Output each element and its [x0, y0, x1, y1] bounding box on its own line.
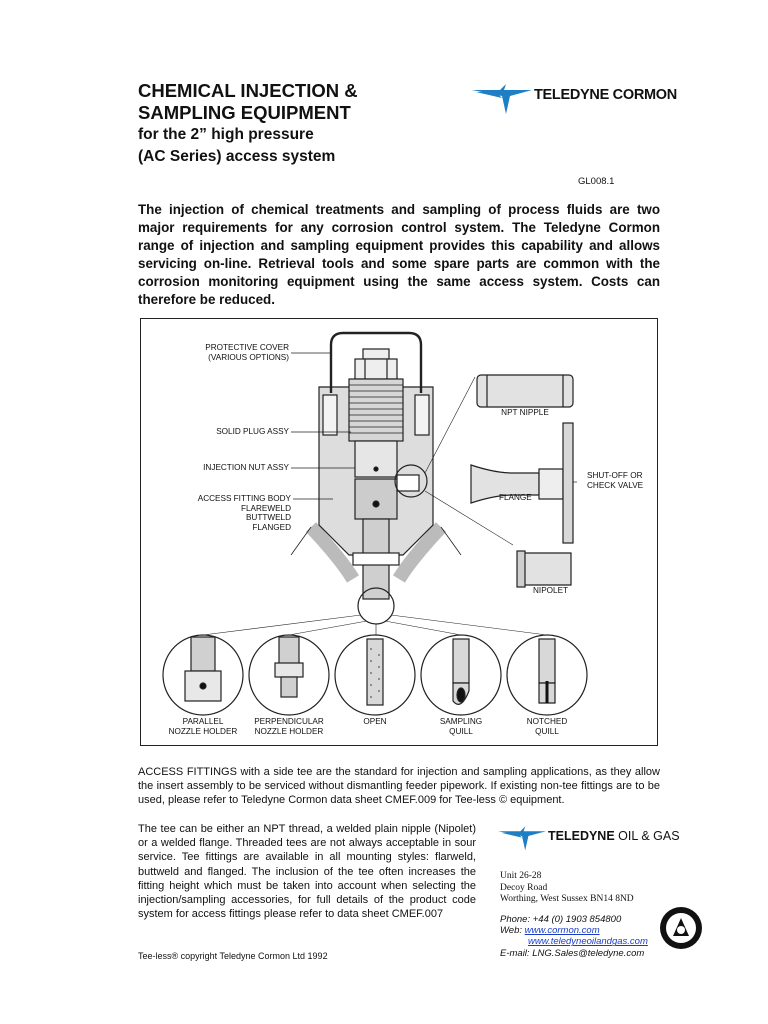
document-title [138, 80, 468, 124]
label-notched-quill: NOTCHED QUILL [526, 717, 568, 736]
label-injection-nut: INJECTION NUT ASSY [203, 463, 289, 472]
web-link-teledyne[interactable]: www.teledyneoilandgas.com [528, 936, 648, 948]
label-protective-cover: PROTECTIVE COVER (VARIOUS OPTIONS) [205, 343, 289, 362]
label-solid-plug: SOLID PLUG ASSY [216, 427, 289, 436]
footer-brand: TELEDYNE OIL & GAS [548, 829, 680, 843]
bsi-kitemark-icon [659, 906, 703, 950]
brand-name: TELEDYNE CORMON [534, 87, 677, 103]
document-code: GL008.1 [578, 176, 615, 187]
teledyne-oil-gas-logo [498, 826, 680, 856]
label-parallel-nozzle: PARALLEL NOZZLE HOLDER [168, 717, 238, 736]
email-line: E-mail: LNG.Sales@teledyne.com [500, 947, 645, 959]
web-link-cormon[interactable]: www.cormon.com [524, 925, 600, 937]
web-line: Web: www.cormon.com [500, 925, 600, 937]
subtitle-line-1: for the 2” high pressure [138, 126, 314, 143]
address-line-3: Worthing, West Sussex BN14 8ND [500, 894, 634, 904]
label-flange: FLANGE [499, 493, 532, 502]
label-sampling-quill: SAMPLING QUILL [439, 717, 483, 736]
address-block [500, 871, 690, 906]
address-line-1: Unit 26-28 [500, 871, 542, 881]
teledyne-cormon-logo [472, 84, 677, 118]
label-nipolet: NIPOLET [533, 586, 569, 595]
label-open: OPEN [363, 717, 387, 726]
tee-paragraph: The tee can be either an NPT thread, a welded plain nipple (Nipolet) or a welded flange. Threaded tees are not always acceptable in sour service. Tee fittings are available in all mounting styles: flarweld, buttweld and flanged. The inclusion of the tee often increases the fitting height which must be taken into account when selecting the injection/sampling accessories, for full details of the product code system for access fittings please refer to data sheet CMEF.007 [138, 823, 476, 921]
title-line-2: SAMPLING EQUIPMENT [138, 102, 351, 123]
phone-line: Phone: +44 (0) 1903 854800 [500, 914, 622, 925]
label-shutoff-valve: SHUT-OFF OR CHECK VALVE [587, 471, 644, 490]
subtitle-line-2: (AC Series) access system [138, 148, 336, 165]
intro-paragraph: The injection of chemical treatments and sampling of process fluids are two major requirements for any corrosion control system. The Teledyne Cormon range of injection and sampling equipment provides this capability and allows servicing on-line. Retrieval tools and some spare parts are common with the corrosion monitoring equipment using the same access system. Costs can therefore be reduced. [138, 202, 660, 307]
title-line-1: CHEMICAL INJECTION & [138, 80, 358, 101]
equipment-diagram [140, 318, 658, 746]
teledyne-wing-icon [472, 84, 532, 118]
document-subtitle [138, 124, 468, 168]
copyright-notice: Tee-less® copyright Teledyne Cormon Ltd 1992 [138, 951, 328, 961]
label-access-body: ACCESS FITTING BODY FLAREWELD BUTTWELD FLANGED [197, 494, 291, 532]
label-npt-nipple: NPT NIPPLE [501, 408, 549, 417]
label-perpendicular-nozzle: PERPENDICULAR NOZZLE HOLDER [254, 717, 324, 736]
teledyne-wing-icon [498, 826, 546, 854]
diagram-drawing [141, 319, 659, 747]
access-fittings-paragraph: ACCESS FITTINGS with a side tee are the standard for injection and sampling applications, as they allow the insert assembly to be serviced without dismantling feeder pipework. If existing non-tee fittings are to be used, please refer to Teledyne Cormon data sheet CMEF.009 for Tee-less © equipment. [138, 766, 660, 807]
address-line-2: Decoy Road [500, 882, 548, 893]
certification-seal [659, 906, 703, 950]
